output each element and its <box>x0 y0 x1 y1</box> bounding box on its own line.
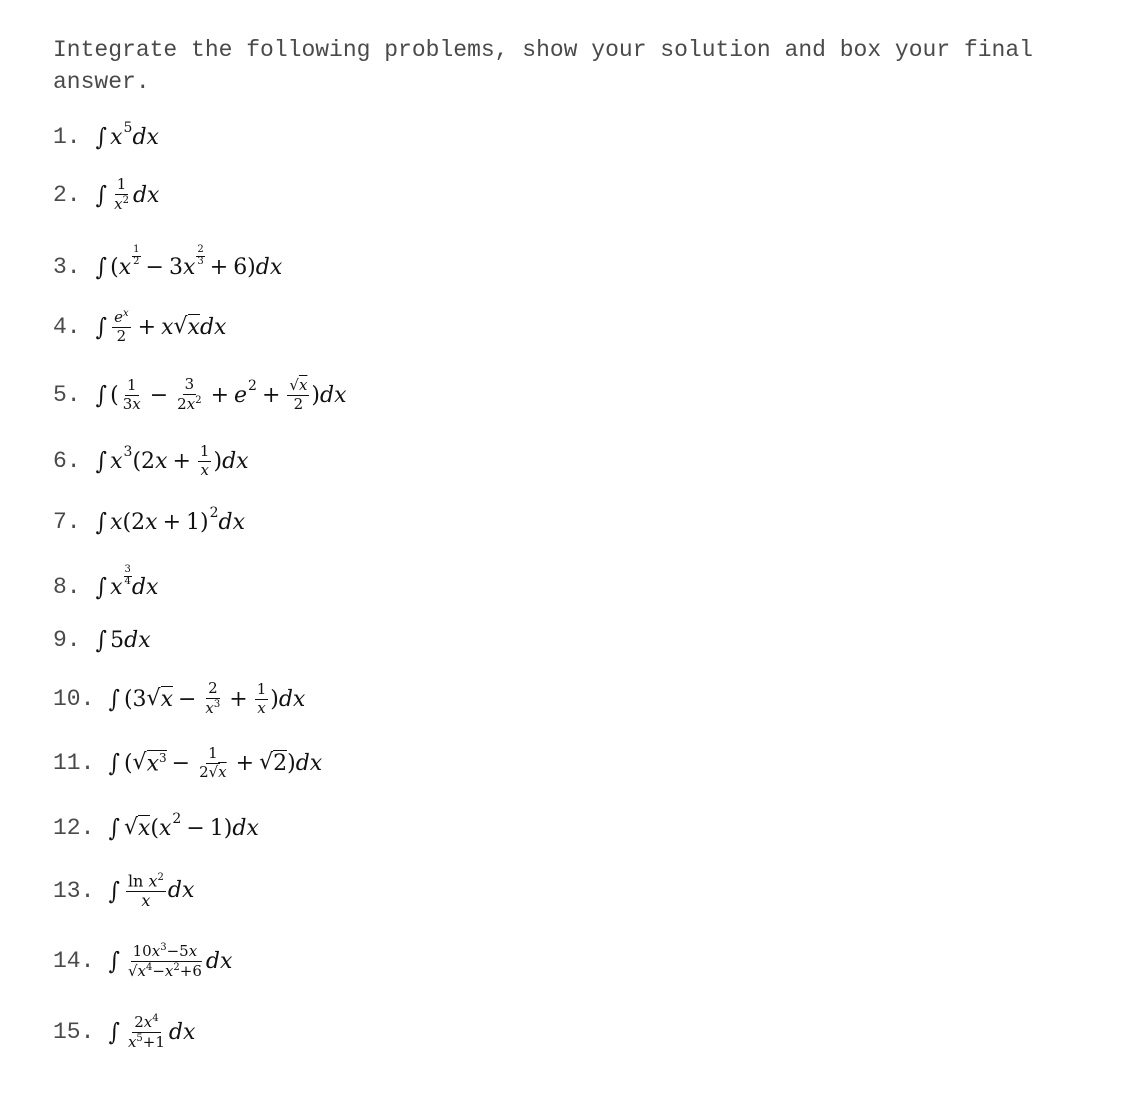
problem-11 <box>53 738 322 788</box>
problem-expression: ∫ x (2 x + 1) 2 dx <box>95 505 246 536</box>
problem-8 <box>53 562 158 612</box>
problem-4 <box>53 302 226 352</box>
problem-number: 2. <box>53 182 81 208</box>
problem-expression: ∫ 5 dx <box>95 626 151 654</box>
problem-15 <box>53 1007 195 1057</box>
problem-expression: ∫ (3 √ x − $\frac{2}{x^3}$ + $\frac{1}{x}$ ) dx <box>109 679 306 717</box>
problem-expression: ∫ ( $\frac{1}{3x}$ − $\frac{3}{2x^2}$ + e 2 + $\frac{√x}{2}$ ) dx <box>95 375 347 413</box>
problem-expression: ∫ x 3 (2 x + $\frac{1}{x}$ ) dx <box>95 441 249 479</box>
problem-number: 9. <box>53 627 81 653</box>
problem-2 <box>53 170 159 220</box>
problem-1 <box>53 112 159 162</box>
problem-9 <box>53 615 151 665</box>
problem-number: 1. <box>53 124 81 150</box>
problem-number: 10. <box>53 686 95 712</box>
problem-number: 7. <box>53 509 81 535</box>
problem-expression: ∫ $\frac{10x^3-5x}{√x^4-x^2+6}$ dx <box>109 941 233 980</box>
problem-13 <box>53 866 194 916</box>
problem-10 <box>53 674 305 724</box>
problem-7 <box>53 497 245 547</box>
problem-expression: ∫ x 3 4 dx <box>95 564 159 601</box>
problem-number: 15. <box>53 1019 95 1045</box>
problem-number: 12. <box>53 815 95 841</box>
problem-number: 4. <box>53 314 81 340</box>
instructions-text: Integrate the following problems, show your solution and box your final answer. <box>53 37 1033 95</box>
problem-6 <box>53 436 249 486</box>
problem-number: 11. <box>53 750 95 776</box>
problem-3 <box>53 242 282 292</box>
problem-14 <box>53 936 232 986</box>
problem-expression: ∫ $\frac{\ln x^2}{x}$ dx <box>109 870 195 910</box>
problem-number: 13. <box>53 878 95 904</box>
problem-expression: ∫ √ x ( x 2 − 1) dx <box>109 811 259 842</box>
problem-expression: ∫ x 5 dx <box>95 120 159 151</box>
problem-12 <box>53 803 259 853</box>
problem-expression: ∫ $\frac{2x^4}{x^5+1}$ dx <box>109 1012 196 1051</box>
problem-expression: ∫ $\frac{1}{x^2}$ dx <box>95 175 160 213</box>
problem-expression: ∫ ( √ $x^3$ − $\frac{1}{2√x}$ + √ 2 ) dx <box>109 743 323 781</box>
problem-5 <box>53 370 347 420</box>
problem-expression: ∫ $\frac{e^x}{2}$ + x √ x dx <box>95 308 227 345</box>
problem-number: 14. <box>53 948 95 974</box>
problem-number: 3. <box>53 254 81 280</box>
problem-number: 6. <box>53 448 81 474</box>
problem-expression: ∫ ( x 1 2 − 3 x 2 3 + 6) dx <box>95 244 283 281</box>
problem-number: 5. <box>53 382 81 408</box>
problem-number: 8. <box>53 574 81 600</box>
